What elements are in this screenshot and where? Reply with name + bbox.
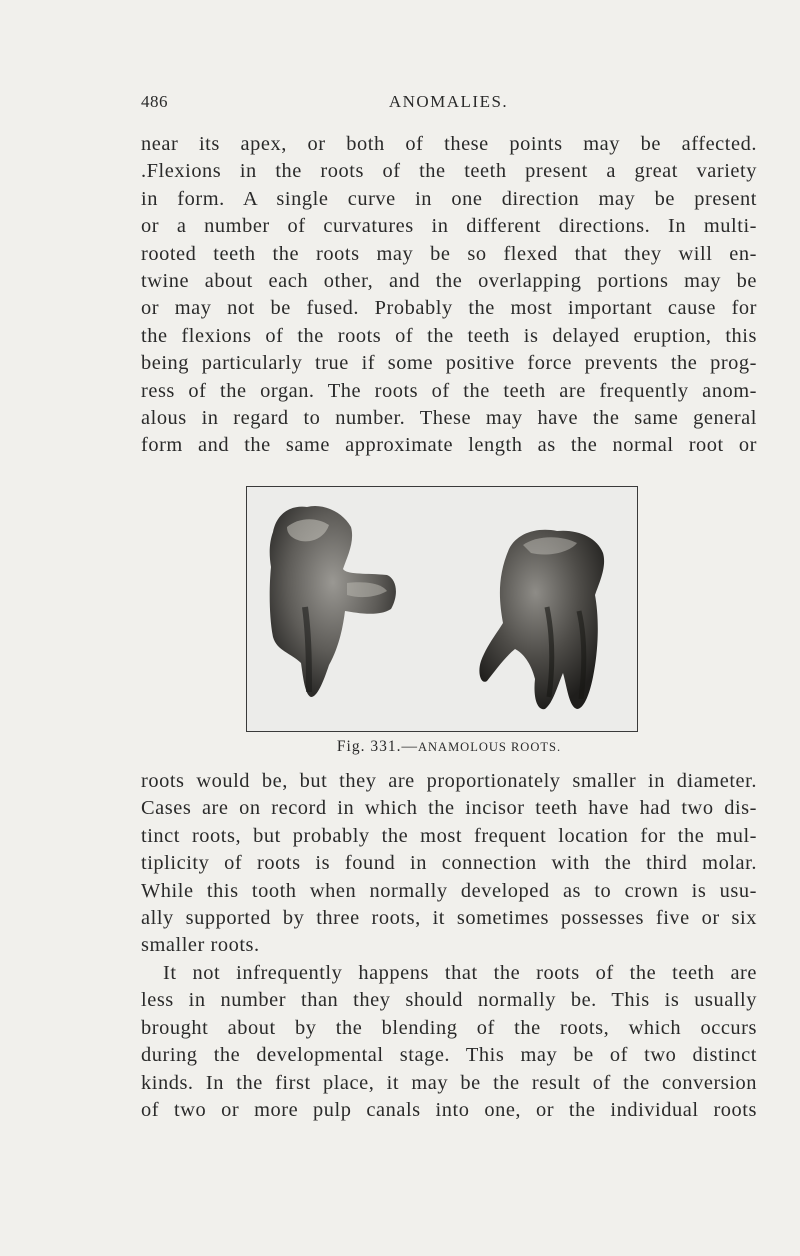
caption-title: ANAMOLOUS ROOTS.	[417, 740, 562, 754]
text-line: While this tooth when normally developed as to crown is usu-	[141, 879, 757, 902]
text-line: .Flexions in the roots of the teeth present a great variety	[141, 160, 757, 183]
text-line: tinct roots, but probably the most frequent location for the mul-	[141, 824, 757, 847]
text-line: roots would be, but they are proportionately smaller in diameter.	[141, 770, 757, 792]
running-head: ANOMALIES.	[388, 92, 509, 111]
text-line: tiplicity of roots is found in connection with the third molar.	[141, 852, 757, 875]
text-line: rooted teeth the roots may be so flexed that they will en-	[141, 242, 757, 265]
paragraph-1	[141, 131, 757, 460]
text-line: or may not be fused. Probably the most important cause for	[141, 297, 757, 320]
text-line: the flexions of the roots of the teeth is delayed eruption, this	[141, 324, 757, 347]
text-line: near its apex, or both of these points may be affected.	[141, 133, 757, 155]
page-header	[141, 92, 756, 118]
text-line: ally supported by three roots, it sometimes possesses five or six	[141, 907, 757, 930]
text-line: twine about each other, and the overlapping portions may be	[141, 270, 757, 293]
figure-caption	[141, 738, 757, 756]
text-line: during the developmental stage. This may be of two distinct	[141, 1044, 757, 1067]
figure-photograph	[246, 486, 638, 732]
text-line: brought about by the blending of the roots, which occurs	[141, 1016, 757, 1039]
right-tooth-shape	[479, 530, 604, 709]
text-line: of two or more pulp canals into one, or the individual roots	[141, 1099, 757, 1122]
text-line: alous in regard to number. These may have the same general	[141, 407, 757, 430]
text-line: less in number than they should normally be. This is usually	[141, 989, 757, 1012]
text-line: Cases are on record in which the incisor teeth have had two dis-	[141, 797, 757, 820]
caption-dash: —	[401, 738, 418, 755]
paragraph-3	[141, 960, 757, 1124]
text-line: ress of the organ. The roots of the teeth are frequently anom-	[141, 379, 757, 402]
caption-prefix: Fig. 331.	[336, 738, 402, 755]
paragraph-2	[141, 768, 757, 960]
text-line: or a number of curvatures in different directions. In multi-	[141, 215, 757, 238]
anomalous-roots-image	[247, 487, 636, 730]
text-line: form and the same approximate length as the normal root or	[141, 434, 757, 457]
text-line: in form. A single curve in one direction may be present	[141, 187, 757, 210]
text-line: It not infrequently happens that the roots of the teeth are	[163, 962, 757, 984]
text-line: kinds. In the first place, it may be the result of the conversion	[141, 1071, 757, 1094]
text-line: being particularly true if some positive force prevents the prog-	[141, 352, 757, 375]
page-number: 486	[141, 92, 168, 111]
text-line: smaller roots.	[141, 934, 260, 957]
left-tooth-shape	[270, 506, 396, 697]
